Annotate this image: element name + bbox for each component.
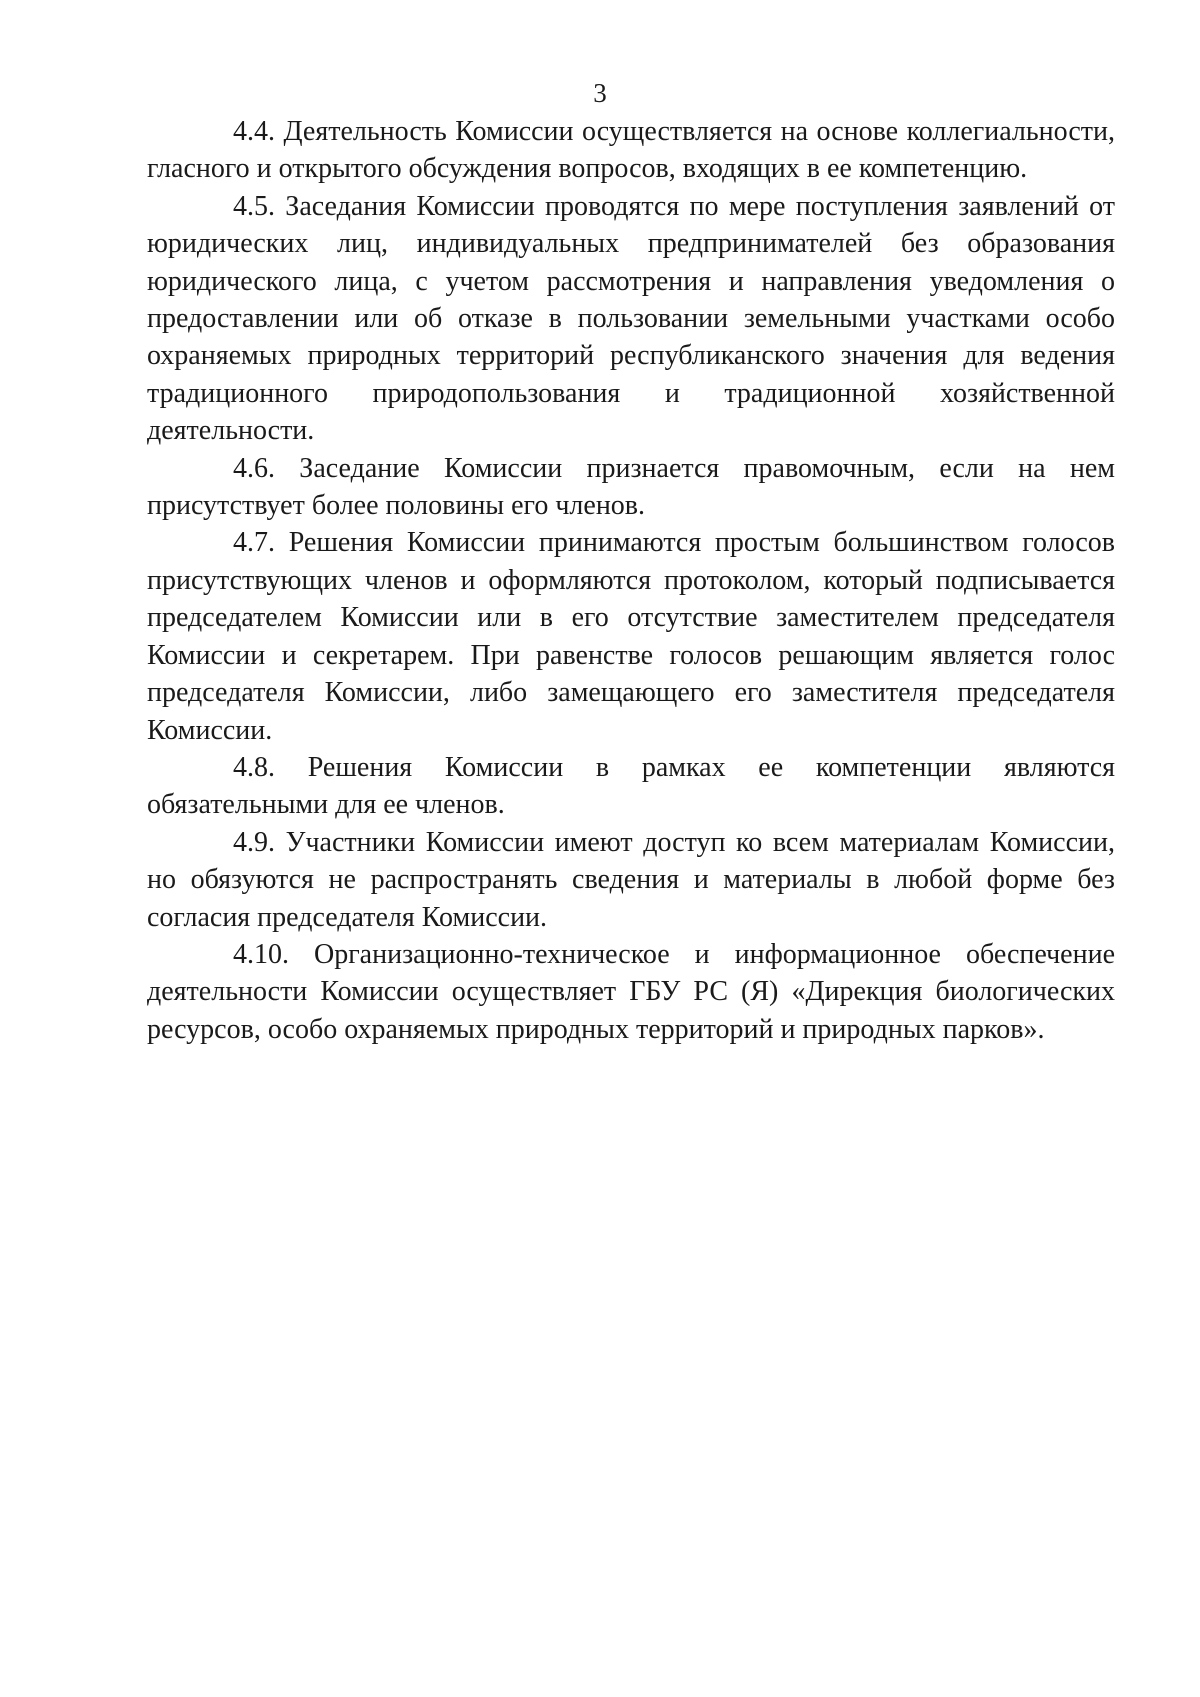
paragraph-4-4: 4.4. Деятельность Комиссии осуществляется на основе коллегиальности, гласного и открытого обсуждения вопросов, входящих в ее компетенцию. [147,116,1115,185]
paragraph-4-10: 4.10. Организационно-техническое и информационное обеспечение деятельности Комиссии осуществляет ГБУ РС (Я) «Дирекция биологических ресурсов, особо охраняемых природных территорий и природных парков». [147,938,1115,1045]
paragraph-4-7: 4.7. Решения Комиссии принимаются простым большинством голосов присутствующих членов и оформляются протоколом, который подписывается председателем Комиссии или в его отсутствие заместителем председателя Комиссии и секретарем. При равенстве голосов решающим является голос председателя Комиссии, либо замещающего его заместителя председателя Комиссии. [147,527,1115,746]
paragraph-4-9: 4.9. Участники Комиссии имеют доступ ко всем материалам Комиссии, но обязуются не распространять сведения и материалы в любой форме без согласия председателя Комиссии. [147,826,1115,933]
paragraph-4-8: 4.8. Решения Комиссии в рамках ее компетенции являются обязательными для ее членов. [147,751,1115,821]
page-number: 3 [593,78,607,108]
paragraph-4-5: 4.5. Заседания Комиссии проводятся по мере поступления заявлений от юридических лиц, индивидуальных предпринимателей без образования юридического лица, с учетом рассмотрения и направления уведомления о предоставлении или об отказе в пользовании земельными участками особо охраняемых природных территорий республиканского значения для ведения традиционного природопользования и традиционной хозяйственной деятельности. [147,190,1115,447]
paragraph-4-6: 4.6. Заседание Комиссии признается правомочным, если на нем присутствует более половины его членов. [147,452,1115,522]
document-body [147,113,1115,1048]
